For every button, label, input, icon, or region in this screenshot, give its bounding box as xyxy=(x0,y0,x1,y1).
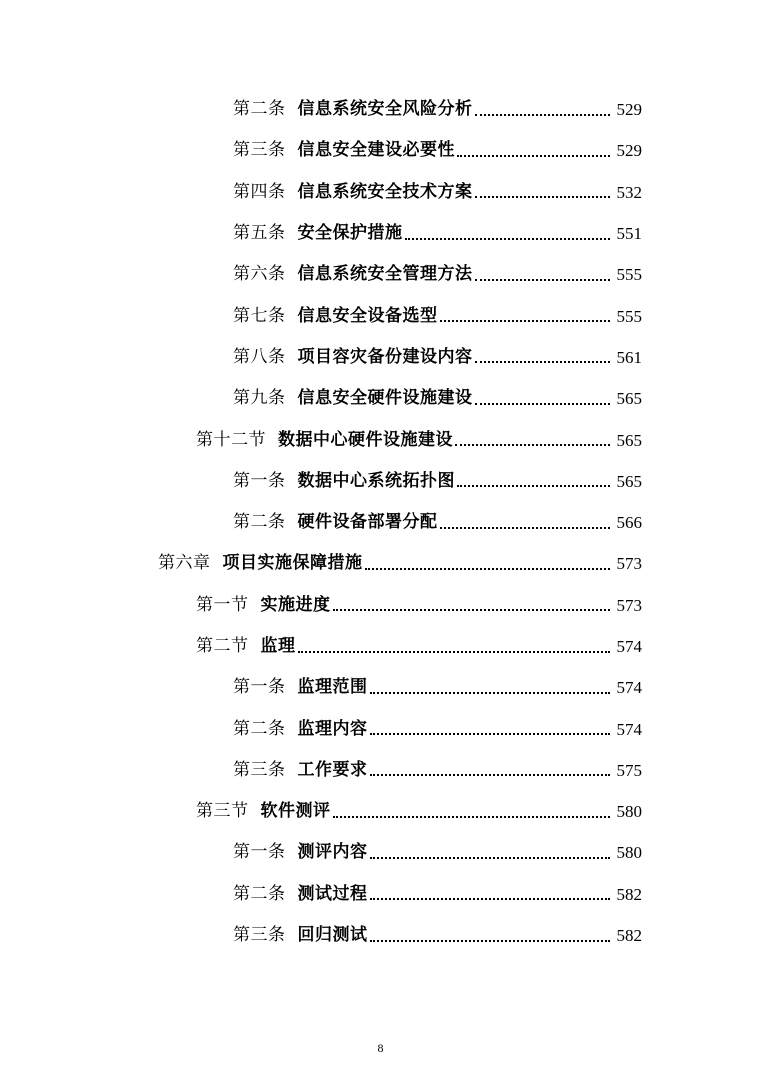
toc-entry[interactable] xyxy=(0,915,761,956)
toc-entry-page: 574 xyxy=(616,637,642,656)
toc-entry-page: 555 xyxy=(616,265,642,285)
toc-entry[interactable] xyxy=(0,585,761,626)
toc-entry-label: 第七条 xyxy=(233,305,286,326)
toc-entry-label: 第一条 xyxy=(233,842,286,863)
dot-leader xyxy=(298,651,611,653)
toc-entry-title: 监理范围 xyxy=(297,677,368,698)
toc-entry[interactable] xyxy=(0,626,761,667)
toc-entry[interactable] xyxy=(0,543,761,584)
toc-entry[interactable] xyxy=(0,708,761,749)
toc-entry[interactable] xyxy=(0,750,761,791)
dot-leader xyxy=(475,196,611,198)
toc-entry-title: 实施进度 xyxy=(260,594,331,615)
toc-entry[interactable] xyxy=(0,667,761,708)
dot-leader xyxy=(455,444,610,446)
dot-leader xyxy=(370,733,611,735)
toc-entry-title: 软件测评 xyxy=(260,801,331,822)
dot-leader xyxy=(440,320,611,322)
toc-entry-label: 第五条 xyxy=(233,223,286,244)
dot-leader xyxy=(365,568,611,570)
toc-entry[interactable] xyxy=(0,213,761,254)
toc-entry-page: 551 xyxy=(616,224,642,244)
toc-entry[interactable] xyxy=(0,130,761,171)
toc-entry-label: 第一条 xyxy=(233,470,286,491)
toc-entry-page: 565 xyxy=(616,389,642,409)
toc-entry[interactable] xyxy=(0,419,761,460)
toc-entry-title: 信息安全建设必要性 xyxy=(297,140,455,161)
toc-entry[interactable] xyxy=(0,295,761,336)
toc-entry-label: 第八条 xyxy=(233,346,286,367)
toc-entry-page: 574 xyxy=(616,678,642,698)
toc-entry-label: 第三条 xyxy=(233,925,286,946)
toc-entry[interactable] xyxy=(0,89,761,130)
toc-entry-page: 529 xyxy=(616,100,642,120)
dot-leader xyxy=(475,279,611,281)
toc-entry[interactable] xyxy=(0,502,761,543)
toc-entry-page: 573 xyxy=(616,595,642,615)
toc-entry-label: 第三条 xyxy=(233,759,286,780)
toc-entry-label: 第一节 xyxy=(196,594,249,615)
toc-entry-title: 测试过程 xyxy=(297,883,368,904)
toc-entry[interactable] xyxy=(0,874,761,915)
toc-entry-title: 监理内容 xyxy=(297,718,368,739)
toc-entry-label: 第六条 xyxy=(233,264,286,285)
toc-entry-page: 582 xyxy=(616,884,642,904)
dot-leader xyxy=(370,857,611,859)
toc-entry[interactable] xyxy=(0,378,761,419)
toc-entry-label: 第四条 xyxy=(233,181,286,202)
toc-entry-label: 第三节 xyxy=(196,801,249,822)
dot-leader xyxy=(475,361,611,363)
toc-entry-title: 项目容灾备份建设内容 xyxy=(297,346,473,367)
toc-entry[interactable] xyxy=(0,172,761,213)
toc-entry-page: 566 xyxy=(616,513,642,533)
dot-leader xyxy=(370,898,611,900)
toc-entry-title: 工作要求 xyxy=(297,759,368,780)
toc-entry-page: 573 xyxy=(616,554,642,574)
toc-entry-page: 582 xyxy=(616,926,642,946)
dot-leader xyxy=(457,155,610,157)
dot-leader xyxy=(475,114,611,116)
toc-entry[interactable] xyxy=(0,254,761,295)
toc-entry[interactable] xyxy=(0,791,761,832)
toc-entry-label: 第二条 xyxy=(233,512,286,533)
toc-entry-label: 第二条 xyxy=(233,718,286,739)
table-of-contents xyxy=(0,89,761,956)
dot-leader xyxy=(370,692,611,694)
toc-entry-title: 安全保护措施 xyxy=(297,223,403,244)
toc-entry-page: 574 xyxy=(616,719,642,739)
toc-entry[interactable] xyxy=(0,461,761,502)
toc-entry-title: 信息安全设备选型 xyxy=(297,305,438,326)
dot-leader xyxy=(405,238,611,240)
toc-entry-label: 第九条 xyxy=(233,388,286,409)
toc-entry-label: 第一条 xyxy=(233,677,286,698)
toc-entry-title: 监理 xyxy=(260,636,296,656)
toc-entry-label: 第六章 xyxy=(158,553,211,574)
toc-entry-title: 硬件设备部署分配 xyxy=(297,512,438,533)
toc-entry-label: 第三条 xyxy=(233,140,286,161)
toc-entry-title: 测评内容 xyxy=(297,842,368,863)
dot-leader xyxy=(370,774,611,776)
toc-entry-title: 数据中心系统拓扑图 xyxy=(297,470,455,491)
dot-leader xyxy=(370,940,611,942)
toc-entry-label: 第二条 xyxy=(233,99,286,120)
toc-entry-page: 532 xyxy=(616,182,642,202)
toc-entry[interactable] xyxy=(0,337,761,378)
toc-entry-page: 580 xyxy=(616,802,642,822)
toc-entry-title: 项目实施保障措施 xyxy=(222,553,363,574)
toc-entry-label: 第二节 xyxy=(196,636,249,656)
toc-entry-title: 信息安全硬件设施建设 xyxy=(297,388,473,409)
toc-entry-title: 信息系统安全风险分析 xyxy=(297,99,473,120)
toc-entry-title: 信息系统安全管理方法 xyxy=(297,264,473,285)
toc-entry-page: 580 xyxy=(616,843,642,863)
page-number: 8 xyxy=(377,1041,384,1055)
dot-leader xyxy=(457,485,610,487)
toc-entry-page: 561 xyxy=(616,347,642,367)
toc-entry-page: 555 xyxy=(616,306,642,326)
toc-entry-page: 565 xyxy=(616,471,642,491)
dot-leader xyxy=(333,816,611,818)
dot-leader xyxy=(440,527,611,529)
toc-entry[interactable] xyxy=(0,832,761,873)
toc-entry-label: 第十二节 xyxy=(196,429,266,450)
toc-entry-title: 数据中心硬件设施建设 xyxy=(278,429,453,450)
toc-entry-title: 信息系统安全技术方案 xyxy=(297,181,473,202)
toc-entry-page: 565 xyxy=(616,430,642,450)
toc-entry-title: 回归测试 xyxy=(297,925,368,946)
dot-leader xyxy=(333,609,611,611)
toc-entry-label: 第二条 xyxy=(233,883,286,904)
toc-entry-page: 529 xyxy=(616,141,642,161)
toc-entry-page: 575 xyxy=(616,760,642,780)
dot-leader xyxy=(475,403,611,405)
